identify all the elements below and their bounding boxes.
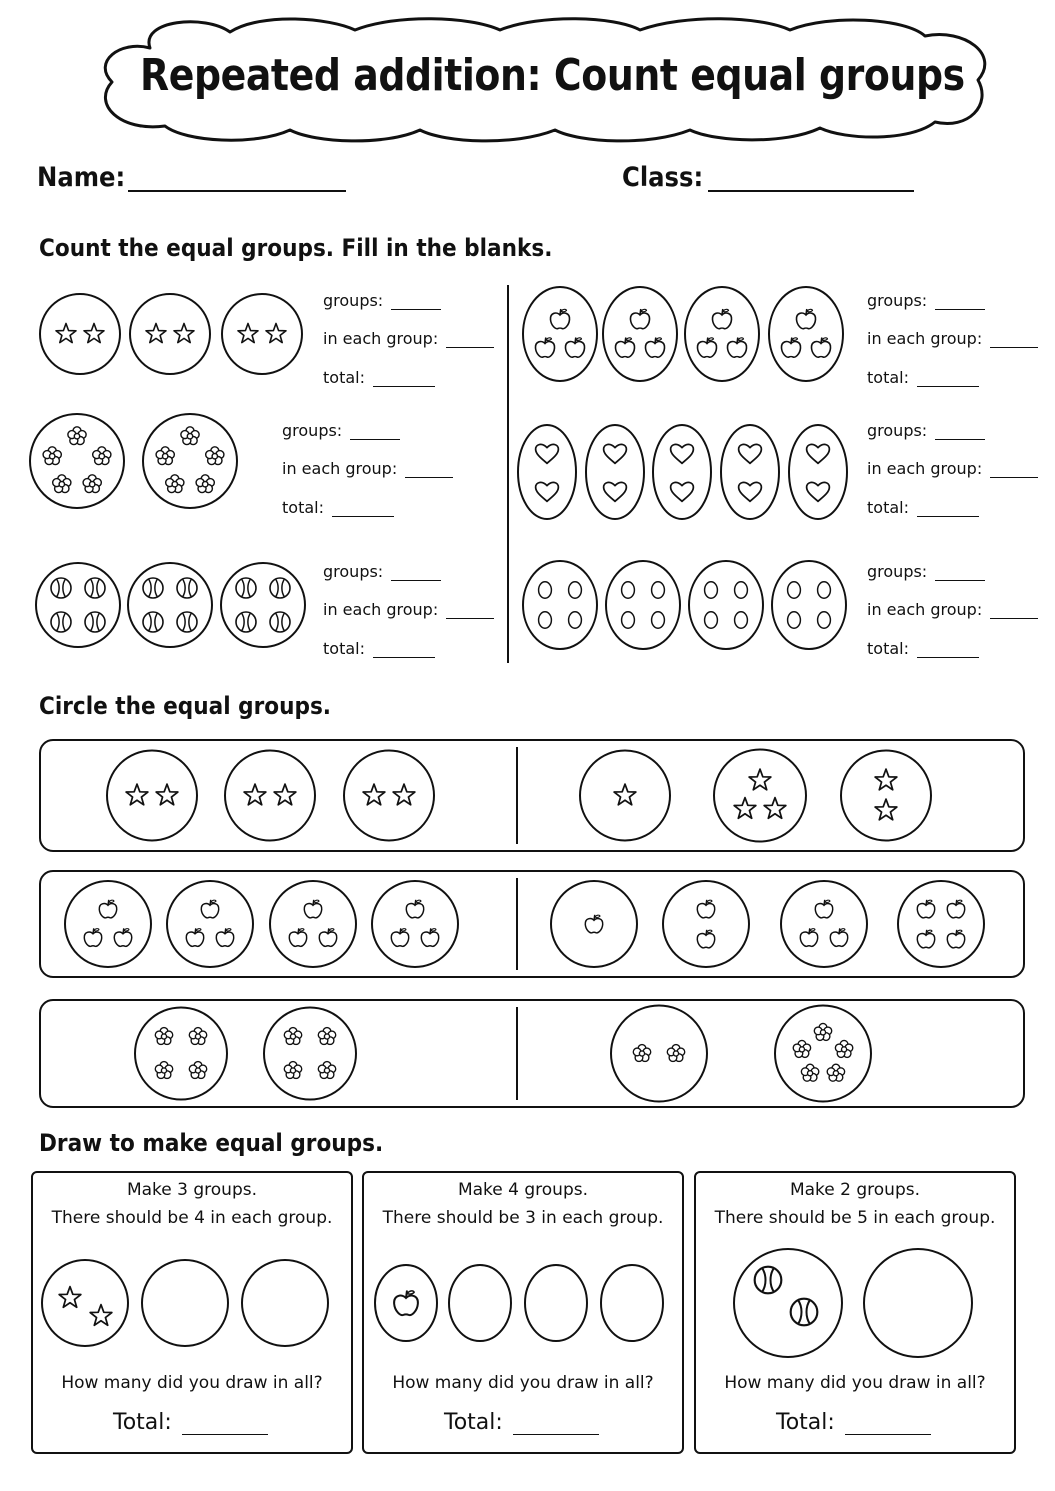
group-circle-left: [270, 881, 356, 967]
total-line: [776, 1410, 931, 1435]
group-circle-right: [714, 750, 806, 842]
page-title: Repeated addition: Count equal groups: [140, 50, 965, 101]
circle-groups-row-1-groups: [39, 739, 1025, 852]
groups-label: groups:: [867, 562, 928, 581]
count-problem-4: [514, 421, 851, 523]
ball-icon: [143, 612, 163, 632]
each-blank[interactable]: [990, 463, 1038, 478]
total-blank[interactable]: [917, 372, 979, 387]
group-circle-right: [775, 1006, 871, 1102]
group-circle: [685, 287, 759, 381]
total-blank[interactable]: [182, 1416, 268, 1435]
small-circle-icon: [705, 582, 718, 599]
draw-circle[interactable]: [142, 1260, 228, 1346]
total-blank[interactable]: [373, 372, 435, 387]
total-blank[interactable]: [332, 502, 394, 517]
group-circle: [221, 563, 305, 647]
group-circle: [689, 561, 763, 649]
group-circle-left: [264, 1008, 356, 1100]
each-blank[interactable]: [990, 604, 1038, 619]
draw-circle[interactable]: [449, 1265, 511, 1341]
total-blank[interactable]: [917, 502, 979, 517]
total-label: Total:: [113, 1410, 172, 1435]
small-circle-icon: [569, 582, 582, 599]
answer-line-each: [867, 329, 1038, 348]
group-circle-right: [898, 881, 984, 967]
group-circle-left: [344, 751, 434, 841]
answer-line-groups: [867, 562, 985, 581]
answer-line-total: [323, 368, 435, 387]
ball-icon: [51, 578, 71, 598]
group-circle: [769, 287, 843, 381]
ball-icon: [270, 612, 290, 632]
group-circle-left: [372, 881, 458, 967]
group-circle-right: [781, 881, 867, 967]
count-problem-2: [519, 283, 847, 385]
section1-divider: [507, 285, 509, 663]
draw-circle[interactable]: [42, 1260, 128, 1346]
groups-blank[interactable]: [935, 295, 985, 310]
circle-groups-row-3-groups: [39, 999, 1025, 1108]
group-circle-left: [135, 1008, 227, 1100]
section3-heading: Draw to make equal groups.: [39, 1129, 384, 1157]
small-circle-icon: [539, 582, 552, 599]
each-blank[interactable]: [446, 333, 494, 348]
class-field[interactable]: [708, 188, 914, 192]
groups-label: groups:: [867, 421, 928, 440]
total-label: Total:: [444, 1410, 503, 1435]
total-line: [444, 1410, 599, 1435]
question-text: How many did you draw in all?: [724, 1373, 986, 1393]
total-blank[interactable]: [917, 643, 979, 658]
draw-circle[interactable]: [525, 1265, 587, 1341]
groups-blank[interactable]: [935, 566, 985, 581]
instruction-line-1: Make 2 groups.: [789, 1180, 921, 1200]
group-circle: [603, 287, 677, 381]
groups-label: groups:: [282, 421, 343, 440]
draw-circle[interactable]: [734, 1249, 842, 1357]
count-problem-6: [519, 557, 850, 653]
groups-blank[interactable]: [391, 566, 441, 581]
section1-heading: Count the equal groups. Fill in the blanks.: [39, 234, 553, 262]
ball-icon: [177, 612, 197, 632]
small-circle-icon: [652, 582, 665, 599]
group-circle: [721, 425, 779, 519]
groups-blank[interactable]: [935, 425, 985, 440]
each-blank[interactable]: [405, 463, 453, 478]
total-label: total:: [867, 639, 909, 658]
group-circle: [518, 425, 576, 519]
each-blank[interactable]: [446, 604, 494, 619]
ball-icon: [755, 1267, 782, 1294]
group-circle-right: [841, 751, 931, 841]
instruction-line-2: There should be 3 in each group.: [382, 1208, 664, 1228]
circle-groups-row-2-groups: [39, 870, 1025, 978]
name-field[interactable]: [128, 188, 346, 192]
groups-blank[interactable]: [350, 425, 400, 440]
section2-heading: Circle the equal groups.: [39, 692, 332, 720]
small-circle-icon: [539, 612, 552, 629]
each-label: in each group:: [867, 329, 983, 348]
group-circle: [789, 425, 847, 519]
draw-area-2: [362, 1230, 684, 1380]
group-circle: [128, 563, 212, 647]
count-problem-5: [32, 559, 309, 651]
answer-line-total: [867, 639, 979, 658]
answer-line-groups: [282, 421, 400, 440]
answer-line-total: [282, 498, 394, 517]
each-label: in each group:: [867, 459, 983, 478]
group-circle: [523, 561, 597, 649]
ball-icon: [177, 578, 197, 598]
group-circle: [772, 561, 846, 649]
draw-circle[interactable]: [242, 1260, 328, 1346]
total-blank[interactable]: [513, 1416, 599, 1435]
groups-blank[interactable]: [391, 295, 441, 310]
ball-icon: [51, 612, 71, 632]
question-text: How many did you draw in all?: [61, 1373, 323, 1393]
small-circle-icon: [622, 612, 635, 629]
small-circle-icon: [622, 582, 635, 599]
each-label: in each group:: [323, 329, 439, 348]
ball-icon: [236, 612, 256, 632]
answer-line-total: [323, 639, 435, 658]
question-text: How many did you draw in all?: [392, 1373, 654, 1393]
total-blank[interactable]: [845, 1416, 931, 1435]
ball-icon: [791, 1299, 818, 1326]
answer-line-groups: [323, 291, 441, 310]
total-label: total:: [867, 498, 909, 517]
groups-label: groups:: [323, 291, 384, 310]
instruction-line-2: There should be 5 in each group.: [714, 1208, 996, 1228]
answer-line-each: [867, 600, 1038, 619]
small-circle-icon: [569, 612, 582, 629]
total-label: total:: [323, 639, 365, 658]
ball-icon: [85, 578, 105, 598]
draw-circle[interactable]: [864, 1249, 972, 1357]
each-blank[interactable]: [990, 333, 1038, 348]
small-circle-icon: [705, 612, 718, 629]
group-circle: [606, 561, 680, 649]
answer-line-total: [867, 368, 979, 387]
total-label: total:: [323, 368, 365, 387]
count-problem-1: [36, 290, 306, 378]
answer-line-total: [867, 498, 979, 517]
draw-circle[interactable]: [601, 1265, 663, 1341]
draw-area-1: [31, 1230, 353, 1380]
group-circle-left: [107, 751, 197, 841]
groups-label: groups:: [867, 291, 928, 310]
instruction-line-1: Make 3 groups.: [126, 1180, 258, 1200]
ball-icon: [85, 612, 105, 632]
answer-line-groups: [867, 291, 985, 310]
group-circle-left: [167, 881, 253, 967]
group-circle: [586, 425, 644, 519]
group-circle: [523, 287, 597, 381]
group-circle: [653, 425, 711, 519]
answer-line-each: [323, 600, 494, 619]
group-circle-right: [663, 881, 749, 967]
small-circle-icon: [735, 612, 748, 629]
small-circle-icon: [735, 582, 748, 599]
group-circle: [40, 294, 120, 374]
ball-icon: [143, 578, 163, 598]
answer-line-each: [323, 329, 494, 348]
answer-line-groups: [867, 421, 985, 440]
count-problem-3: [26, 410, 241, 512]
instruction-line-2: There should be 4 in each group.: [51, 1208, 333, 1228]
answer-line-each: [282, 459, 453, 478]
group-circle-left: [225, 751, 315, 841]
small-circle-icon: [818, 612, 831, 629]
total-blank[interactable]: [373, 643, 435, 658]
each-label: in each group:: [323, 600, 439, 619]
total-line: [113, 1410, 268, 1435]
total-label: total:: [282, 498, 324, 517]
class-label: Class:: [622, 162, 704, 193]
answer-line-groups: [323, 562, 441, 581]
small-circle-icon: [652, 612, 665, 629]
name-label: Name:: [37, 162, 126, 193]
draw-area-3: [694, 1230, 1016, 1380]
group-circle: [130, 294, 210, 374]
ball-icon: [270, 578, 290, 598]
group-circle: [36, 563, 120, 647]
each-label: in each group:: [867, 600, 983, 619]
instruction-line-1: Make 4 groups.: [457, 1180, 589, 1200]
each-label: in each group:: [282, 459, 398, 478]
small-circle-icon: [788, 612, 801, 629]
total-label: Total:: [776, 1410, 835, 1435]
answer-line-each: [867, 459, 1038, 478]
ball-icon: [236, 578, 256, 598]
group-circle-right: [611, 1006, 707, 1102]
groups-label: groups:: [323, 562, 384, 581]
total-label: total:: [867, 368, 909, 387]
small-circle-icon: [818, 582, 831, 599]
group-circle: [222, 294, 302, 374]
group-circle-left: [65, 881, 151, 967]
small-circle-icon: [788, 582, 801, 599]
